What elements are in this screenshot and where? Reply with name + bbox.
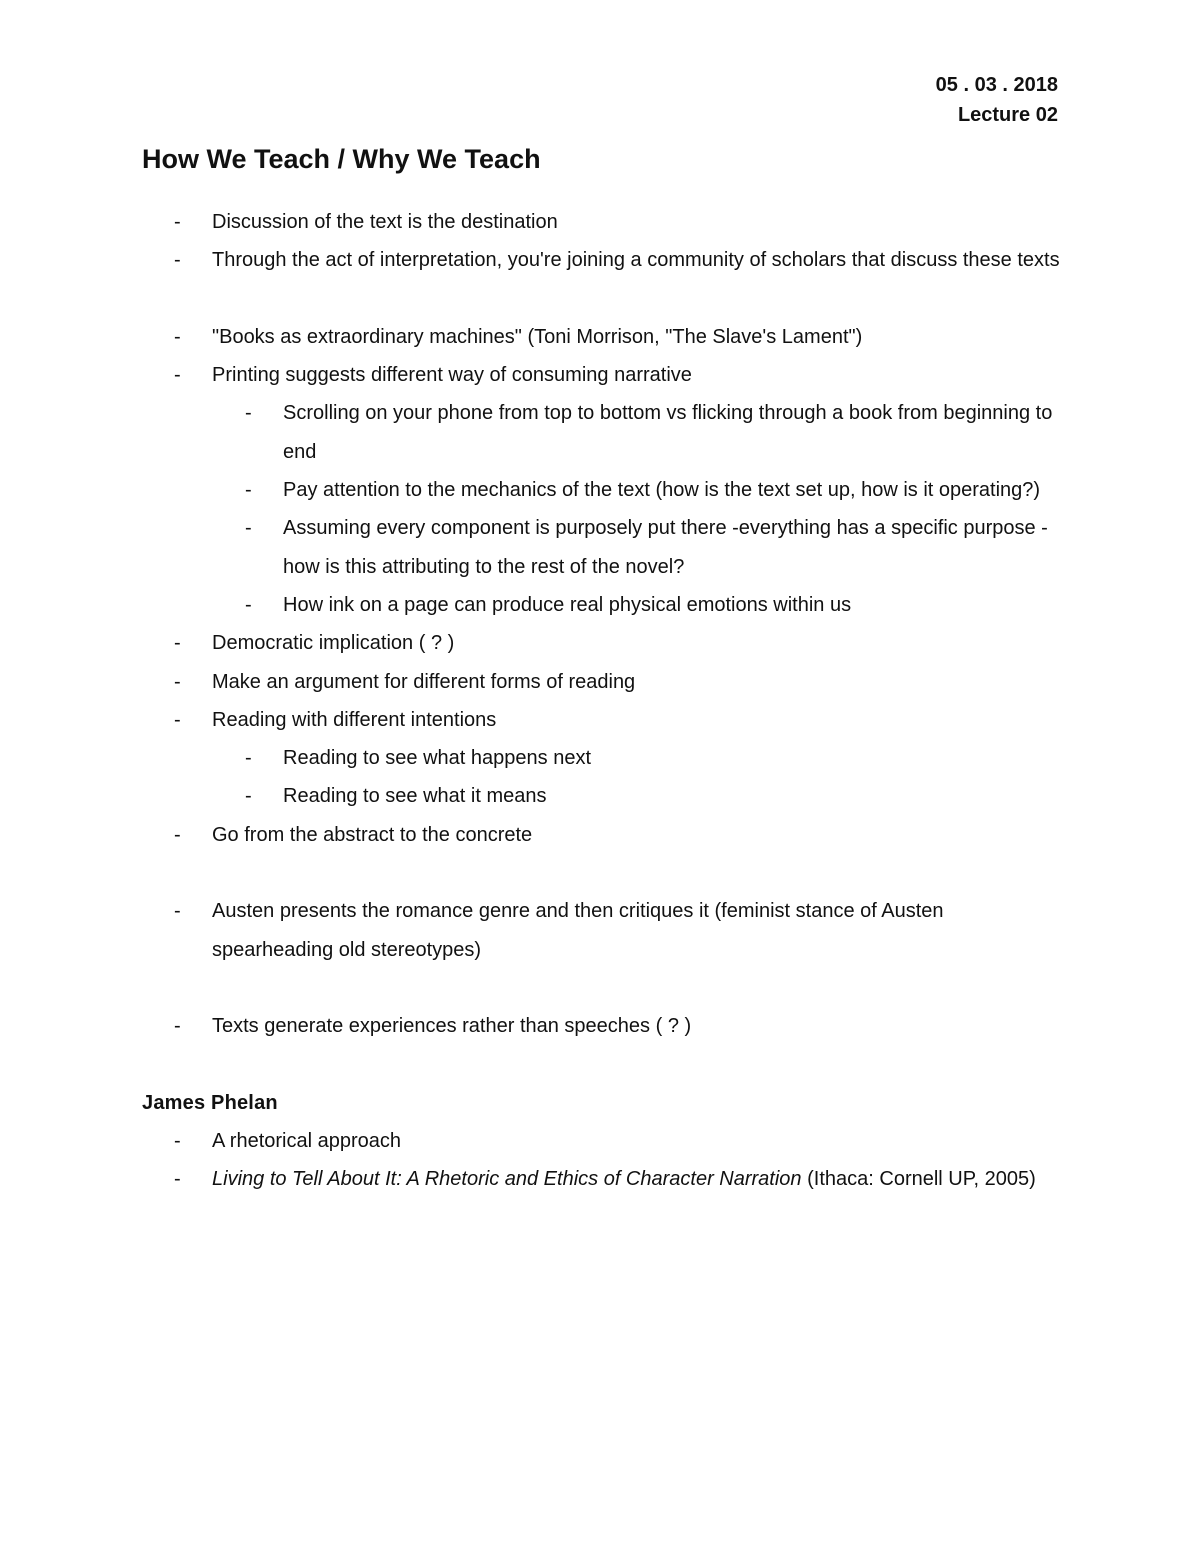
bullet-dash: - [245, 593, 252, 616]
list-item [142, 1007, 1062, 1045]
list-item [142, 892, 1062, 969]
page-title: How We Teach / Why We Teach [142, 144, 541, 174]
list-item-text: Printing suggests different way of consuming narrative [212, 364, 692, 387]
blank-line [142, 280, 1062, 318]
blank-line [142, 1046, 1062, 1084]
list-item-text: Democratic implication ( ? ) [212, 632, 455, 655]
bullet-dash: - [245, 785, 252, 808]
list-item-text: Texts generate experiences rather than speeches ( ? ) [212, 1015, 692, 1038]
list-item-text: Through the act of interpretation, you're joining a community of scholars that discuss these texts [212, 249, 1060, 272]
sub-list-item [142, 586, 1062, 624]
bullet-dash: - [174, 364, 181, 387]
bullet-dash: - [174, 823, 181, 846]
list-item-text: Reading with different intentions [212, 708, 497, 731]
blank-line [142, 854, 1062, 892]
list-item-text: Discussion of the text is the destination [212, 211, 558, 233]
lecture-date: 05 . 03 . 2018 [935, 74, 1058, 96]
bullet-dash: - [174, 211, 181, 233]
bullet-dash: - [174, 670, 181, 693]
list-item [142, 1160, 1062, 1198]
lecture-number: Lecture 02 [957, 104, 1058, 126]
bullet-dash: - [174, 325, 181, 348]
list-item-text: Reading to see what happens next [283, 747, 591, 770]
list-item-text: "Books as extraordinary machines" (Toni Morrison, "The Slave's Lament") [212, 325, 863, 348]
bullet-dash: - [245, 402, 252, 425]
list-item-text: Go from the abstract to the concrete [212, 823, 533, 846]
header-meta [936, 70, 1058, 130]
list-item-text: Scrolling on your phone from top to bottom vs flicking through a book from beginning to end [283, 402, 1053, 463]
list-item-text: Make an argument for different forms of reading [212, 670, 636, 693]
sub-list-item [142, 509, 1062, 586]
list-item [142, 203, 1062, 241]
sub-list-item [142, 739, 1062, 777]
sub-list-item [142, 471, 1062, 509]
section-heading: James Phelan [142, 1091, 278, 1114]
list-item [142, 1122, 1062, 1160]
citation-details: (Ithaca: Cornell UP, 2005) [801, 1168, 1036, 1191]
list-item-text: Pay attention to the mechanics of the text (how is the text set up, how is it operating?) [283, 479, 1041, 502]
bullet-dash: - [245, 747, 252, 770]
bullet-dash: - [174, 249, 181, 272]
list-item [142, 318, 1062, 356]
list-item [142, 624, 1062, 662]
sub-list-item [142, 777, 1062, 815]
bullet-dash: - [174, 1015, 181, 1038]
bullet-dash: - [174, 632, 181, 655]
list-item-text: Assuming every component is purposely put there -everything has a specific purpose -how is this attributing to the rest of the novel? [283, 517, 1048, 578]
list-item [142, 356, 1062, 394]
notes-body [142, 203, 1062, 1199]
list-item [142, 816, 1062, 854]
bullet-dash: - [245, 517, 252, 540]
blank-line [142, 969, 1062, 1007]
list-item [142, 701, 1062, 739]
bullet-dash: - [174, 1130, 181, 1153]
bullet-dash: - [245, 479, 252, 502]
sub-list-item [142, 394, 1062, 471]
list-item-text: Austen presents the romance genre and then critiques it (feminist stance of Austen spearheading old stereotypes) [212, 900, 944, 961]
bullet-dash: - [174, 1168, 181, 1191]
list-item [142, 241, 1062, 279]
list-item [142, 663, 1062, 701]
bullet-dash: - [174, 900, 181, 923]
bullet-dash: - [174, 708, 181, 731]
list-item-text: Reading to see what it means [283, 785, 547, 808]
book-title: Living to Tell About It: A Rhetoric and Ethics of Character Narration [212, 1168, 802, 1191]
list-item-text: How ink on a page can produce real physical emotions within us [283, 593, 852, 616]
list-item-text: A rhetorical approach [212, 1130, 402, 1153]
